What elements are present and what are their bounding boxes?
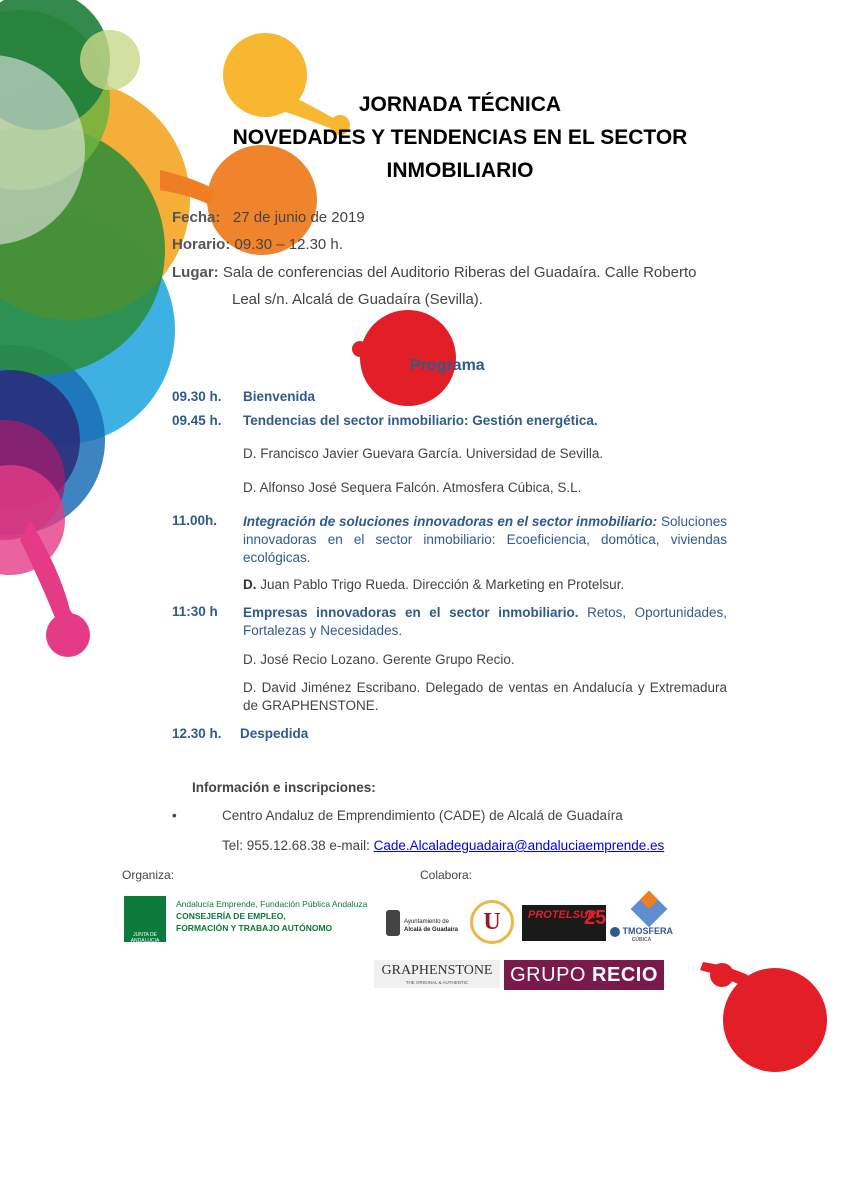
email-link[interactable]: Cade.Alcaladeguadaira@andaluciaemprende.es	[373, 838, 665, 853]
date-line	[172, 209, 365, 226]
junta-line-3: FORMACIÓN Y TRABAJO AUTÓNOMO	[176, 923, 333, 933]
organiza-label: Organiza:	[122, 868, 175, 882]
item-time: 11:30 h	[172, 604, 218, 619]
contact-tel	[222, 838, 664, 853]
item-subtitle: Soluciones innovadoras en el sector inmobiliario: Ecoeficiencia, domótica, viviendas ecológicas.	[243, 514, 727, 565]
item-title: Empresas innovadoras en el sector inmobiliario.	[243, 605, 579, 620]
junta-small-text: JUNTA DE ANDALUCIA	[130, 932, 160, 944]
horario-value: 09.30 – 12.30 h.	[234, 236, 343, 253]
junta-line-1: Andalucía Emprende, Fundación Pública Andaluza	[176, 899, 368, 909]
ayto-text	[404, 918, 458, 934]
recio-text-b: RECIO	[592, 964, 658, 986]
item-title: Tendencias del sector inmobiliario: Gestión energética.	[243, 413, 598, 428]
event-title	[150, 88, 770, 187]
item-title: Despedida	[240, 726, 309, 741]
item-title: Bienvenida	[243, 389, 316, 404]
item-time: 09.45 h.	[172, 413, 222, 428]
horario-label: Horario:	[172, 236, 231, 253]
graphenstone-logo	[374, 960, 500, 988]
junta-logo	[124, 896, 166, 942]
speaker: D. Francisco Javier Guevara García. Universidad de Sevilla.	[243, 446, 604, 461]
speaker: D. David Jiménez Escribano. Delegado de ventas en Andalucía y Extremadura de GRAPHENSTONE.	[243, 680, 727, 713]
atmosfera-text	[610, 926, 673, 943]
speaker: Juan Pablo Trigo Rueda. Dirección & Marketing en Protelsur.	[256, 577, 625, 592]
graphenstone-text: GRAPHENSTONE	[381, 963, 493, 978]
protelsur-number: 25	[584, 907, 607, 929]
lugar-label: Lugar:	[172, 264, 219, 281]
graphenstone-sub: THE ORIGINAL & AUTHENTIC	[405, 980, 469, 985]
ayto-shield-icon	[386, 910, 400, 936]
ayto-line-2: Alcalá de Guadaíra	[404, 927, 459, 933]
recio-text-a: GRUPO	[510, 964, 593, 986]
ayto-line-1: Ayuntamiento de	[404, 919, 449, 925]
item-time: 11.00h.	[172, 513, 218, 528]
junta-text	[176, 898, 367, 934]
title-line-3: INMOBILIARIO	[386, 159, 534, 182]
speaker-prefix: D.	[243, 577, 257, 592]
protelsur-text: PROTELSUR	[528, 909, 596, 921]
bullet: •	[172, 808, 177, 823]
item-time: 12.30 h.	[172, 726, 222, 741]
programa-title: Programa	[410, 357, 485, 374]
location-line	[172, 264, 696, 281]
speaker: D. Alfonso José Sequera Falcón. Atmosfera Cúbica, S.L.	[243, 480, 582, 495]
lugar-value-2: Leal s/n. Alcalá de Guadaíra (Sevilla).	[232, 291, 483, 308]
fecha-value: 27 de junio de 2019	[232, 209, 365, 226]
lugar-value-1: Sala de conferencias del Auditorio Riberas del Guadaíra. Calle Roberto	[222, 264, 697, 281]
protelsur-logo	[522, 905, 606, 941]
junta-line-2: CONSEJERÍA DE EMPLEO,	[176, 911, 286, 921]
colabora-label: Colabora:	[420, 868, 473, 882]
universidad-logo: U	[470, 900, 514, 944]
contact-heading: Información e inscripciones:	[192, 780, 376, 795]
schedule-line	[172, 236, 343, 253]
item-title: Integración de soluciones innovadoras en el sector inmobiliario:	[243, 514, 658, 529]
item-subtitle: Retos, Oportunidades, Fortalezas y Necesidades.	[243, 605, 727, 638]
atmosfera-sub: CÚBICA	[631, 936, 652, 943]
item-time: 09.30 h.	[172, 389, 222, 404]
title-line-1: JORNADA TÉCNICA	[358, 93, 562, 116]
title-line-2: NOVEDADES Y TENDENCIAS EN EL SECTOR	[232, 126, 688, 149]
fecha-label: Fecha:	[172, 209, 221, 226]
contact-center: Centro Andaluz de Emprendimiento (CADE) de Alcalá de Guadaíra	[222, 808, 623, 823]
speaker: D. José Recio Lozano. Gerente Grupo Recio.	[243, 652, 515, 667]
tel-text: Tel: 955.12.68.38 e-mail:	[222, 838, 374, 853]
grupo-recio-logo	[504, 960, 664, 990]
atmosfera-name: TMOSFERA	[622, 926, 674, 936]
